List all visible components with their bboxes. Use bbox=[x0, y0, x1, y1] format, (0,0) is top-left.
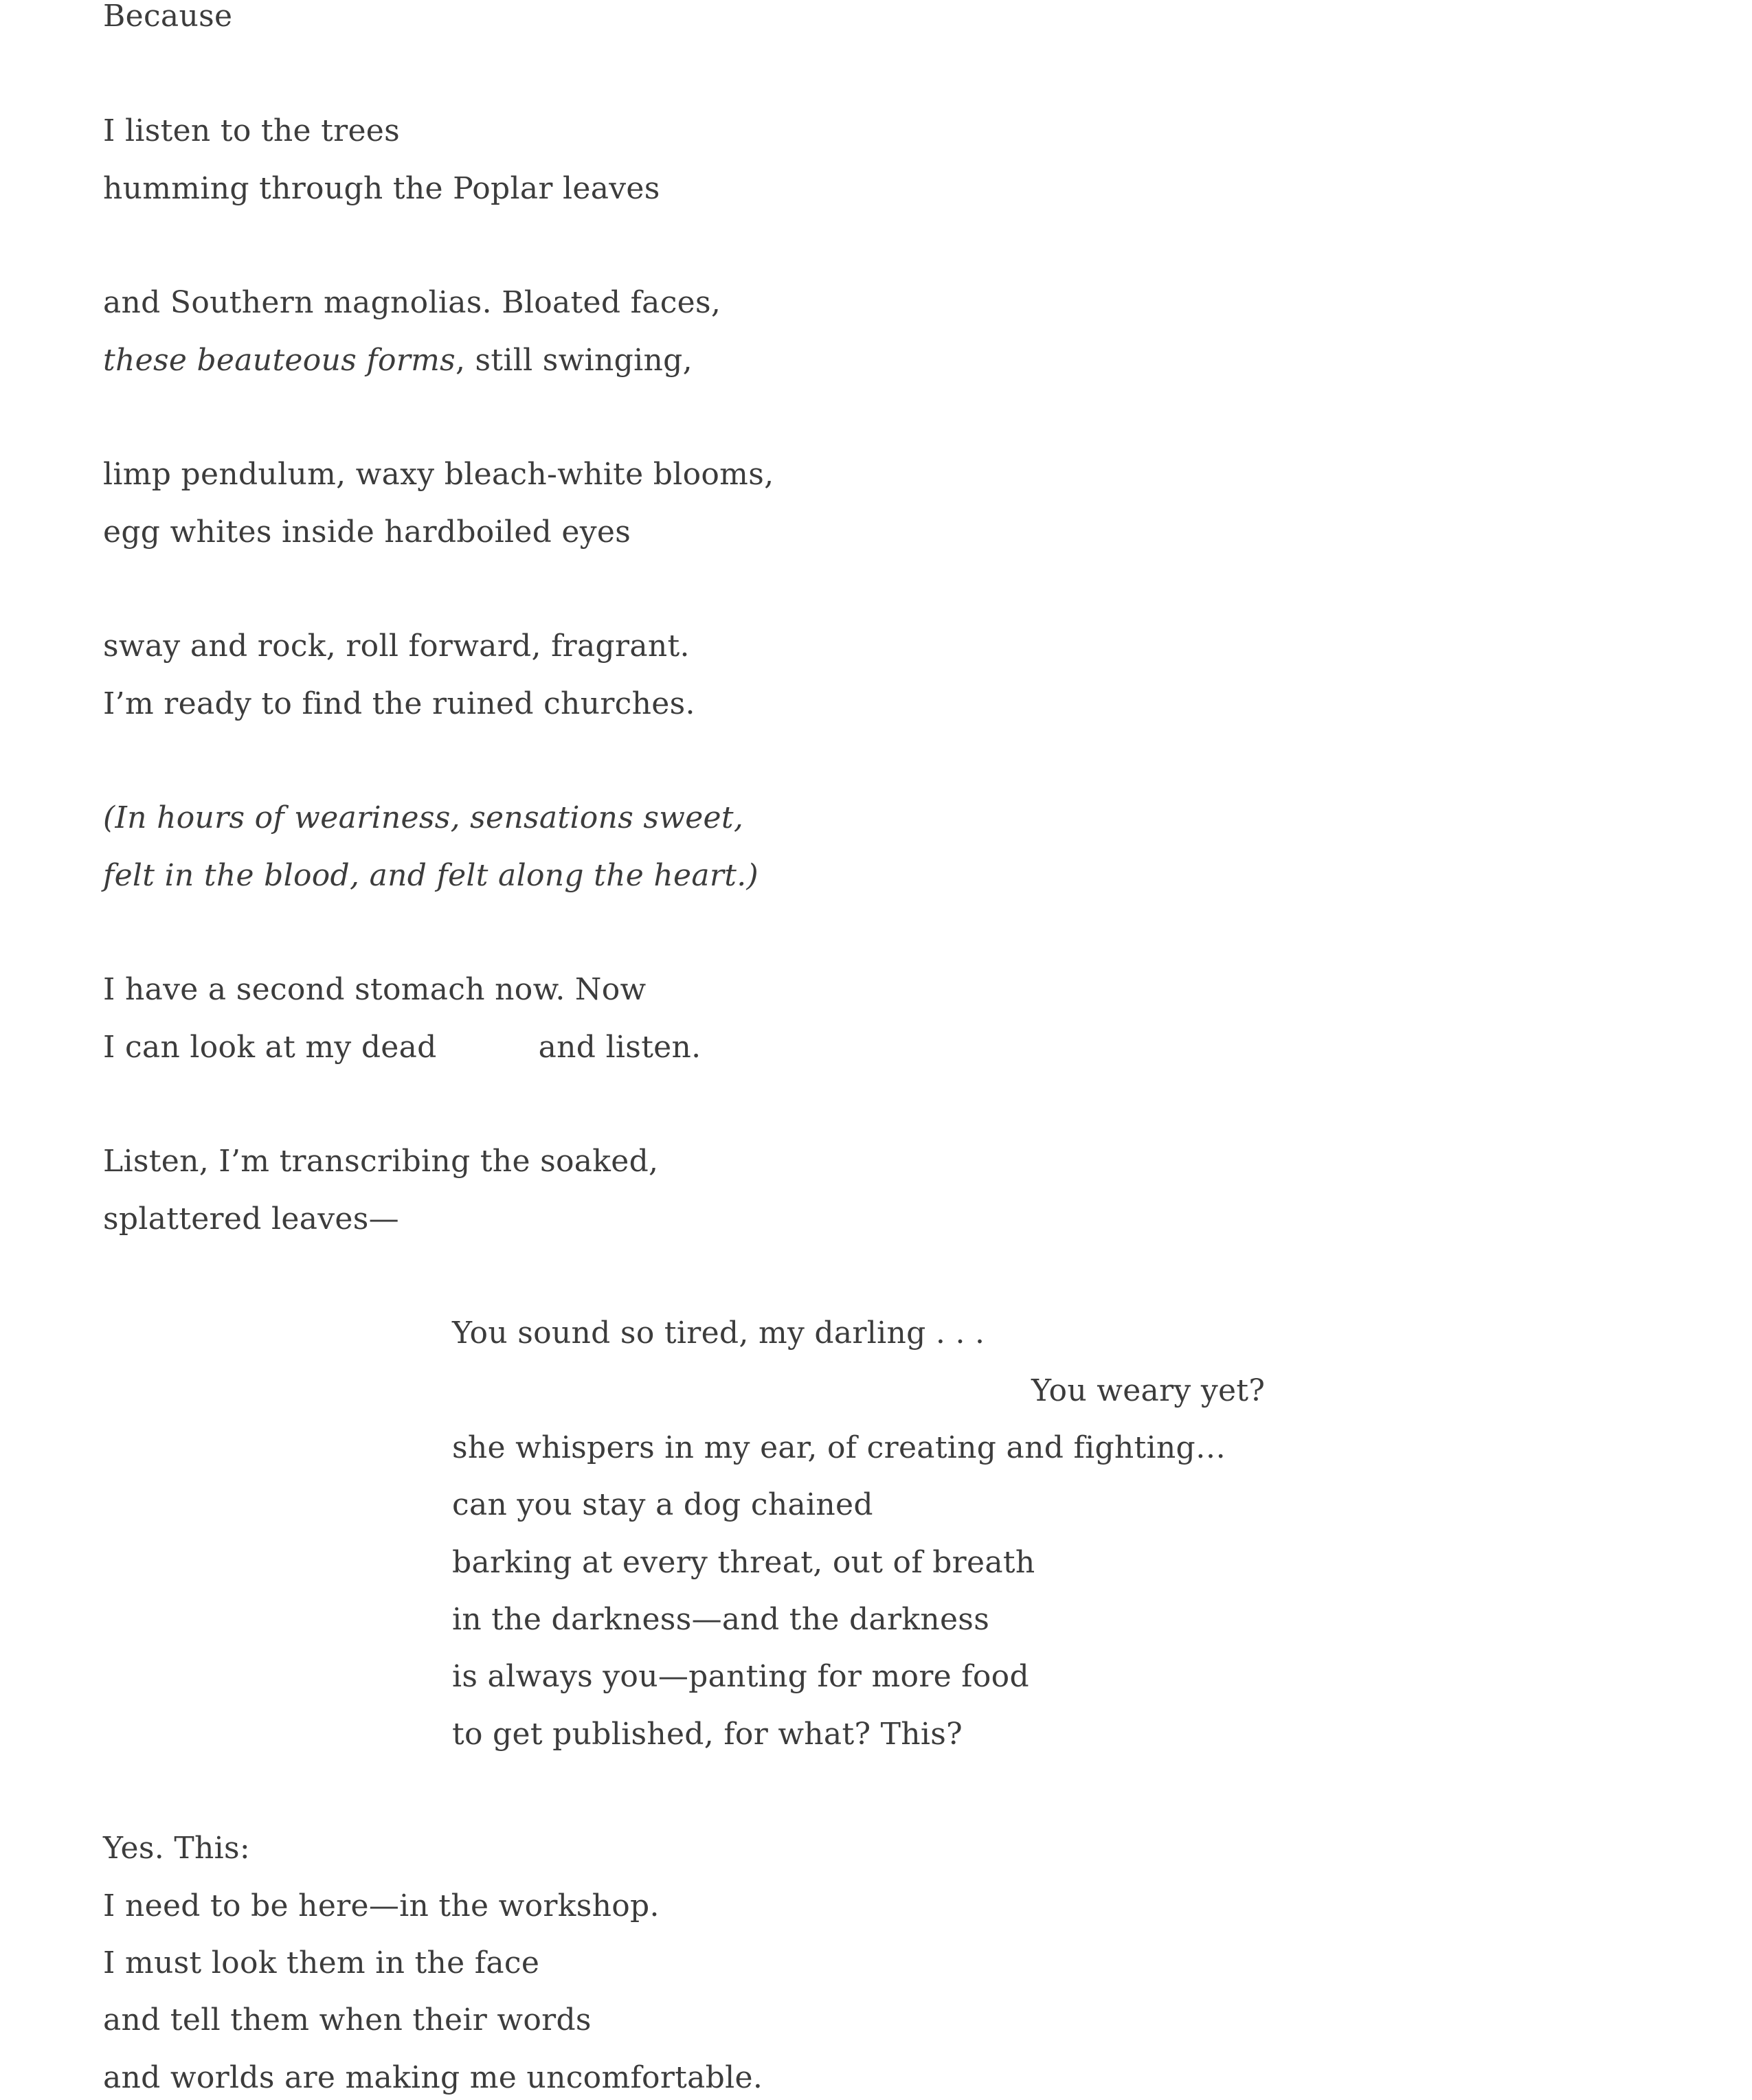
indented-line: can you stay a dog chained bbox=[452, 1487, 873, 1522]
poem-line: Yes. This: bbox=[103, 1831, 250, 1866]
italic-text: felt in the blood, and felt along the heart.) bbox=[103, 858, 759, 893]
poem-line: splattered leaves— bbox=[103, 1201, 399, 1237]
poem-line-part: and listen. bbox=[538, 1030, 701, 1065]
poem-line-italic bbox=[103, 858, 759, 893]
poem-line: Listen, I’m transcribing the soaked, bbox=[103, 1144, 659, 1179]
indented-line: she whispers in my ear, of creating and fighting… bbox=[452, 1430, 1226, 1465]
poem-line-italic bbox=[103, 800, 744, 835]
indented-line: in the darkness—and the darkness bbox=[452, 1602, 990, 1637]
indented-line: to get published, for what? This? bbox=[452, 1717, 963, 1752]
poem-line: I need to be here—in the workshop. bbox=[103, 1888, 660, 1923]
italic-text: (In hours of weariness, sensations sweet, bbox=[103, 800, 744, 835]
poem-line: sway and rock, roll forward, fragrant. bbox=[103, 629, 690, 664]
indented-line: You sound so tired, my darling . . . bbox=[452, 1316, 985, 1351]
poem-line: and worlds are making me uncomfortable. bbox=[103, 2060, 763, 2095]
poem-line-rest: , still swinging, bbox=[455, 343, 693, 378]
poem-line bbox=[103, 343, 693, 378]
poem-line-part: I can look at my dead bbox=[103, 1030, 437, 1065]
indented-line: You weary yet? bbox=[1031, 1373, 1266, 1408]
italic-quote: these beauteous forms bbox=[103, 343, 456, 378]
indented-line: barking at every threat, out of breath bbox=[452, 1545, 1035, 1580]
indented-line: is always you—panting for more food bbox=[452, 1659, 1029, 1694]
poem-title: Because bbox=[103, 0, 233, 34]
poem-line: I have a second stomach now. Now bbox=[103, 972, 647, 1007]
poem-line: I listen to the trees bbox=[103, 113, 401, 148]
poem-line: humming through the Poplar leaves bbox=[103, 171, 660, 206]
poem-line bbox=[103, 1032, 701, 1063]
poem-line: I must look them in the face bbox=[103, 1945, 540, 1980]
poem-line: and tell them when their words bbox=[103, 2002, 592, 2037]
poem-line: limp pendulum, waxy bleach-white blooms, bbox=[103, 457, 774, 492]
poem-line: egg whites inside hardboiled eyes bbox=[103, 515, 631, 550]
poem-line: I’m ready to find the ruined churches. bbox=[103, 686, 695, 721]
poem-line: and Southern magnolias. Bloated faces, bbox=[103, 285, 721, 320]
